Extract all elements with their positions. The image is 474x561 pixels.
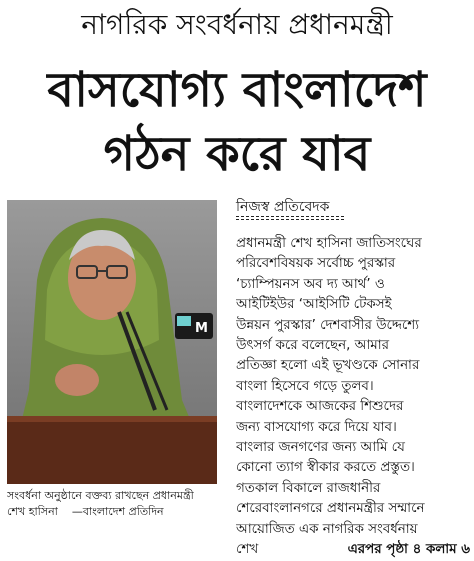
- news-photo: [7, 200, 217, 484]
- caption-line-2: [7, 504, 221, 520]
- body-last-word: শেখ: [236, 542, 259, 558]
- body-line: পরিবেশবিষয়ক সর্বোচ্চ পুরস্কার: [236, 256, 396, 272]
- headline-line-2: গঠন করে যাব: [103, 126, 371, 182]
- body-line: প্রতিজ্ঞা হলো এই ভূখণ্ডকে সোনার: [236, 358, 420, 374]
- mic-label: M: [195, 321, 208, 336]
- byline-rule-2: [236, 219, 344, 220]
- body-line: উৎসর্গ করে বলেছেন, আমার: [236, 338, 389, 354]
- body-line: শেরেবাংলানগরে প্রধানমন্ত্রীর সম্মানে: [236, 501, 425, 517]
- headline-line-1: বাসযোগ্য বাংলাদেশ: [47, 62, 427, 118]
- caption-name: শেখ হাসিনা: [7, 505, 58, 518]
- body-line: বাংলাদেশকে আজকের শিশুদের: [236, 399, 404, 415]
- podium-shape: [7, 416, 217, 484]
- caption-credit: —বাংলাদেশ প্রতিদিন: [71, 505, 164, 518]
- body-line: আয়োজিত এক নাগরিক সংবর্ধনায়: [236, 521, 418, 537]
- body-line: ‘চ্যাম্পিয়নস অব দ্য আর্থ’ ও: [236, 276, 385, 292]
- byline: নিজস্ব প্রতিবেদক: [236, 199, 330, 215]
- body-line: আইটিইউর ‘আইসিটি টেকসই: [236, 297, 392, 313]
- continued-jump-link[interactable]: এরপর পৃষ্ঠা ৪ কলাম ৬: [347, 542, 470, 558]
- byline-rule: [236, 216, 344, 217]
- body-last-line: [236, 540, 470, 560]
- body-line: উন্নয়ন পুরস্কার’ দেশবাসীর উদ্দেশ্যে: [236, 317, 420, 333]
- caption-line-1: সংবর্ধনা অনুষ্ঠানে বক্তব্য রাখছেন প্রধানমন্ত্রী: [7, 489, 194, 502]
- article-body: [236, 234, 470, 561]
- body-line: প্রধানমন্ত্রী শেখ হাসিনা জাতিসংঘের: [236, 236, 422, 251]
- body-line: জন্য বাসযোগ্য করে দিয়ে যাব।: [236, 419, 397, 435]
- body-line: বাংলা হিসেবে গড়ে তুলব।: [236, 378, 374, 394]
- body-line: গতকাল বিকালে রাজধানীর: [236, 480, 381, 496]
- photo-caption: [7, 488, 221, 520]
- kicker: নাগরিক সংবর্ধনায় প্রধানমন্ত্রী: [81, 8, 393, 41]
- body-line: বাংলার জনগণের জন্য আমি যে: [236, 440, 405, 456]
- body-line: কোনো ত্যাগ স্বীকার করতে প্রস্তুত।: [236, 460, 415, 476]
